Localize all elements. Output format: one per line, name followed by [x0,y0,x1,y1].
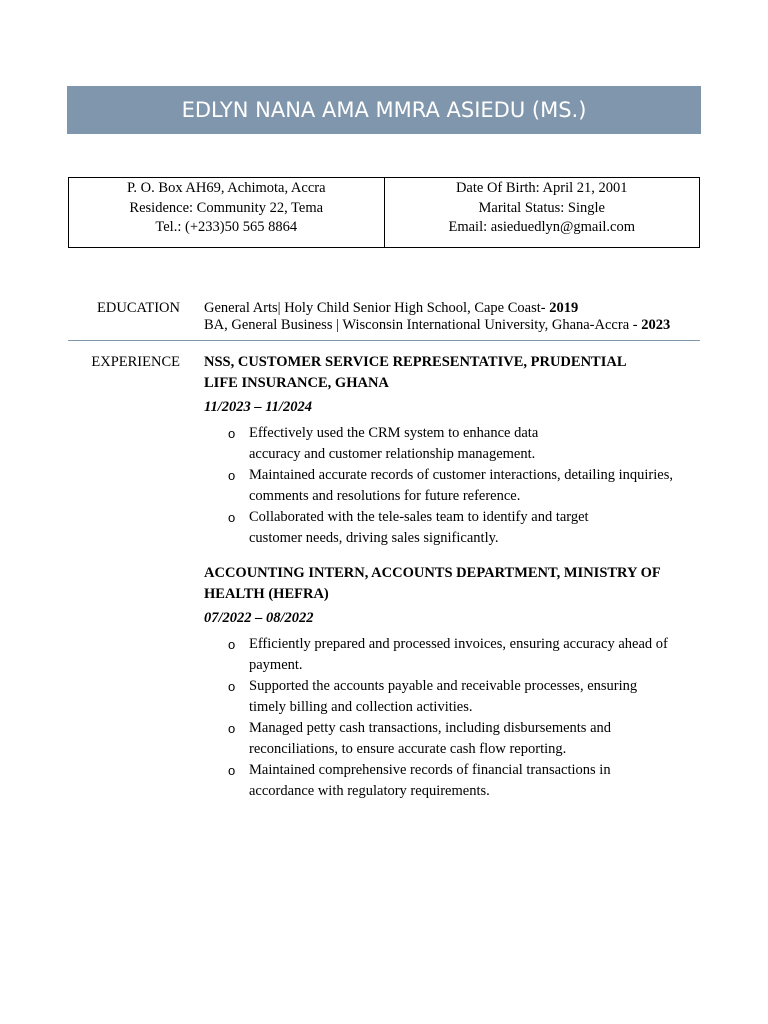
list-item [204,760,700,802]
duty-text: Efficiently prepared and processed invoices, ensuring accuracy ahead of payment. [249,636,668,673]
list-item [204,507,700,549]
job-title-line: NSS, CUSTOMER SERVICE REPRESENTATIVE, PRUDENTIAL [204,354,627,370]
education-entry [204,300,670,317]
job-title-line: ACCOUNTING INTERN, ACCOUNTS DEPARTMENT, MINISTRY OF [204,565,661,581]
telephone: Tel.: (+233)50 565 8864 [155,219,298,235]
list-item [204,634,700,676]
education-entries [204,300,670,334]
experience-label: EXPERIENCE [91,354,180,370]
job-title-line: HEALTH (HEFRA) [204,586,329,602]
bullet-glyph: o [228,468,236,483]
bullet-glyph: o [228,426,236,441]
name-banner [67,86,701,134]
contact-personal-column [385,178,700,247]
experience-section [204,352,700,811]
list-item [204,676,700,718]
education-label: EDUCATION [97,300,180,316]
list-item [204,718,700,760]
job-duties [204,634,700,802]
job-title-line: LIFE INSURANCE, GHANA [204,375,389,391]
job-title [204,352,700,394]
section-divider [68,340,700,341]
job-title [204,563,700,605]
job-dates: 07/2022 – 08/2022 [204,610,314,626]
list-item [204,423,700,465]
job-entry [204,563,700,802]
duty-text: Maintained comprehensive records of financial transactions in accordance with regulatory requirements. [249,762,611,799]
education-entry-text: BA, General Business | Wisconsin International University, Ghana-Accra - [204,317,642,333]
contact-address-column [69,178,385,247]
applicant-name: EDLYN NANA AMA MMRA ASIEDU (MS.) [181,98,587,122]
job-duties [204,423,700,549]
email: Email: asieduedlyn@gmail.com [448,219,635,235]
duty-text: Managed petty cash transactions, including disbursements and reconciliations, to ensure accurate cash flow reporting. [249,720,612,757]
bullet-glyph: o [228,510,236,525]
postal-address: P. O. Box AH69, Achimota, Accra [126,180,326,196]
bullet-glyph: o [228,679,236,694]
bullet-glyph: o [228,721,236,736]
list-item [204,465,700,507]
duty-text: Maintained accurate records of customer interactions, detailing inquiries, comments and resolutions for future reference. [249,467,673,504]
education-entry-year: 2023 [641,317,671,333]
residence: Residence: Community 22, Tema [129,199,324,216]
bullet-glyph: o [228,637,236,652]
job-dates: 11/2023 – 11/2024 [204,399,312,415]
contact-table [68,177,700,248]
duty-text: Effectively used the CRM system to enhance data accuracy and customer relationship management. [249,425,539,462]
education-entry [204,317,670,334]
education-entry-year: 2019 [549,300,579,316]
bullet-glyph: o [228,763,236,778]
education-entry-text: General Arts| Holy Child Senior High School, Cape Coast- [204,300,550,316]
duty-text: Collaborated with the tele-sales team to identify and target customer needs, driving sales significantly. [249,509,589,546]
marital-status: Marital Status: Single [478,199,605,216]
date-of-birth: Date Of Birth: April 21, 2001 [455,180,628,196]
job-entry [204,352,700,549]
duty-text: Supported the accounts payable and receivable processes, ensuring timely billing and collection activities. [249,678,638,715]
